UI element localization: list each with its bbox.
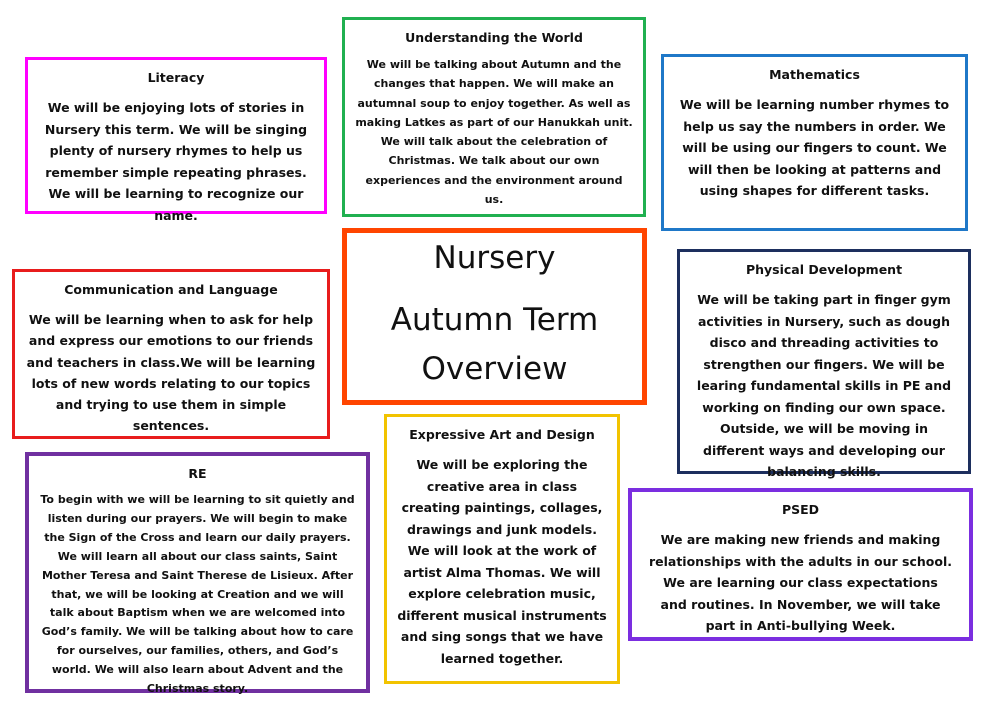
literacy-title: Literacy <box>147 70 205 85</box>
re-box <box>25 452 370 696</box>
psed-title: PSED <box>781 502 820 517</box>
mathematics-title: Mathematics <box>769 67 860 82</box>
mathematics-box <box>661 54 968 231</box>
understanding-world-box <box>342 17 646 217</box>
center-title-box <box>342 228 647 405</box>
communication-language-box <box>12 269 330 439</box>
understanding-world-title: Understanding the World <box>405 30 583 45</box>
center-title-line3: Overview <box>421 350 568 387</box>
re-body: To begin with we will be learning to sit quietly and listen during our prayers. We will begin to make the Sign of the Cross and learn our daily prayers. We will learn all about our class saints, Saint Mother Teresa and Saint Therese de Lisieux. After that, we will be looking at Creation and we will talk about Baptism when we are welcomed into God’s family. We will be talking about how to care for ourselves, our families, others, and God’s world. We will also learn about Advent and the Christmas story. <box>40 493 355 696</box>
psed-box <box>628 488 973 641</box>
communication-language-body: We will be learning when to ask for help and express our emotions to our friends and teachers in class.We will be learning lots of new words relating to our topics and trying to use them in simple sentences. <box>26 312 316 434</box>
literacy-box <box>25 57 327 223</box>
physical-development-box <box>677 249 971 479</box>
expressive-art-box <box>384 414 620 684</box>
literacy-body: We will be enjoying lots of stories in Nursery this term. We will be singing plenty of nursery rhymes to help us remember simple repeating phrases. We will be learning to recognize our name. <box>44 100 308 223</box>
expressive-art-body: We will be exploring the creative area in class creating paintings, collages, drawings and junk models. We will look at the work of artist Alma Thomas. We will explore celebration music, different musical instruments and sing songs that we have learned together. <box>397 457 607 666</box>
center-title-line2: Autumn Term <box>390 302 599 339</box>
re-title: RE <box>188 466 207 481</box>
psed-body: We are making new friends and making relationships with the adults in our school. We are learning our class expectations and routines. In November, we will take part in Anti-bullying Week. <box>648 532 953 633</box>
understanding-world-body: We will be talking about Autumn and the changes that happen. We will make an autumnal soup to enjoy together. As well as making Latkes as part of our Hanukkah unit. We will talk about the celebration of Christmas. We talk about our own experiences and the environment around us. <box>355 58 633 206</box>
expressive-art-title: Expressive Art and Design <box>409 427 595 442</box>
center-title-line1: Nursery <box>433 240 556 277</box>
mathematics-body: We will be learning number rhymes to help us say the numbers in order. We will be using our fingers to count. We will then be looking at patterns and using shapes for different tasks. <box>679 97 950 198</box>
physical-development-title: Physical Development <box>745 262 903 277</box>
communication-language-title: Communication and Language <box>64 282 278 297</box>
physical-development-body: We will be taking part in finger gym activities in Nursery, such as dough disco and threading activities to strengthen our fingers. We will be learing fundamental skills in PE and working on finding our own space. Outside, we will be moving in different ways and developing our balancing skills. <box>696 292 952 479</box>
